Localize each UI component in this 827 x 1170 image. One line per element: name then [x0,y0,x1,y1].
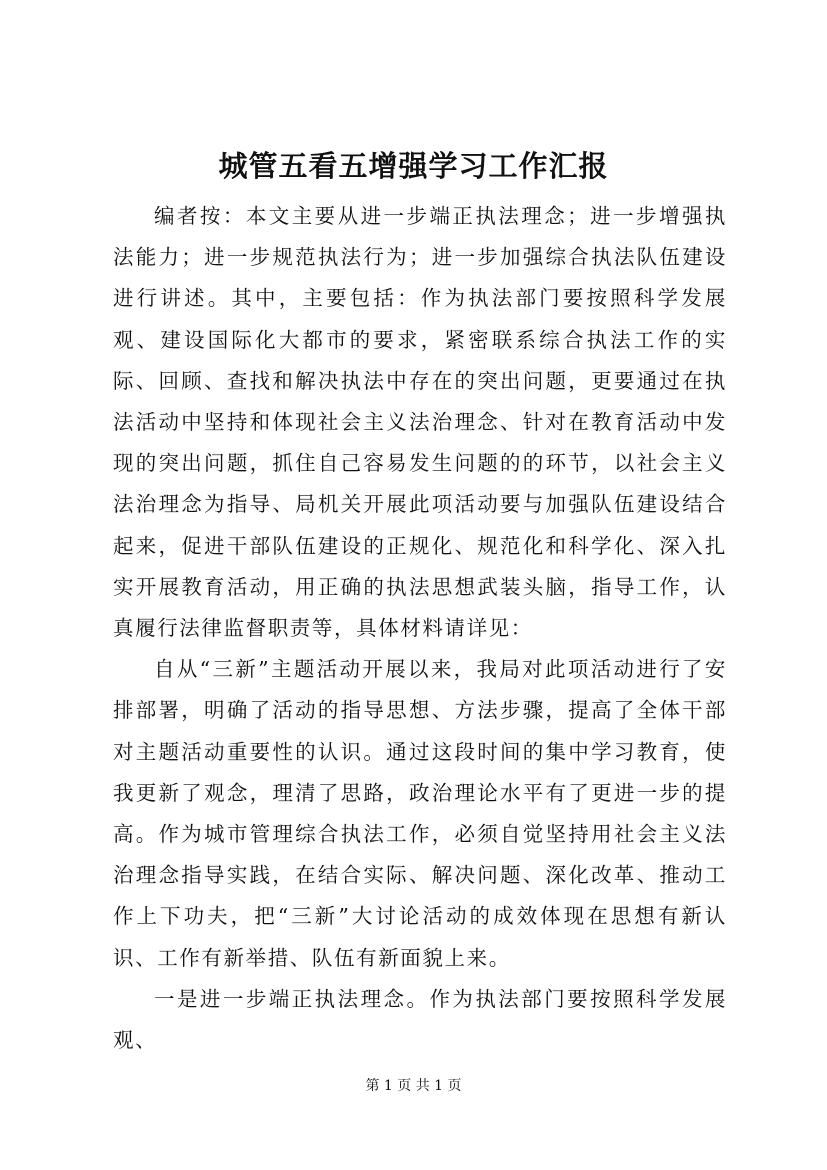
paragraph-intro: 自从“三新”主题活动开展以来，我局对此项活动进行了安排部署，明确了活动的指导思想、方法步骤，提高了全体干部对主题活动重要性的认识。通过这段时间的集中学习教育，使我更新了观念，理清了思路，政治理论水平有了更进一步的提高。作为城市管理综合执法工作，必须自觉坚持用社会主义法治理念指导实践，在结合实际、解决问题、深化改革、推动工作上下功夫，把“三新”大讨论活动的成效体现在思想有新认识、工作有新举措、队伍有新面貌上来。 [113,657,727,970]
document-title: 城管五看五增强学习工作汇报 [218,149,609,183]
paragraph-editor-note: 编者按：本文主要从进一步端正执法理念；进一步增强执法能力；进一步规范执法行为；进一步加强综合执法队伍建设进行讲述。其中，主要包括：作为执法部门要按照科学发展观、建设国际化大都市的要求，紧密联系综合执法工作的实际、回顾、查找和解决执法中存在的突出问题，更要通过在执法活动中坚持和体现社会主义法治理念、针对在教育活动中发现的突出问题，抓住自己容易发生问题的的环节，以社会主义法治理念为指导、局机关开展此项活动要与加强队伍建设结合起来，促进干部队伍建设的正规化、规范化和科学化、深入扎实开展教育活动，用正确的执法思想武装头脑，指导工作，认真履行法律监督职责等，具体材料请详见： [113,204,727,641]
document-body [113,196,727,1061]
page-footer: 第 1 页 共 1 页 [365,1078,462,1094]
paragraph-point-one: 一是进一步端正执法理念。作为执法部门要按照科学发展观、 [113,986,727,1053]
